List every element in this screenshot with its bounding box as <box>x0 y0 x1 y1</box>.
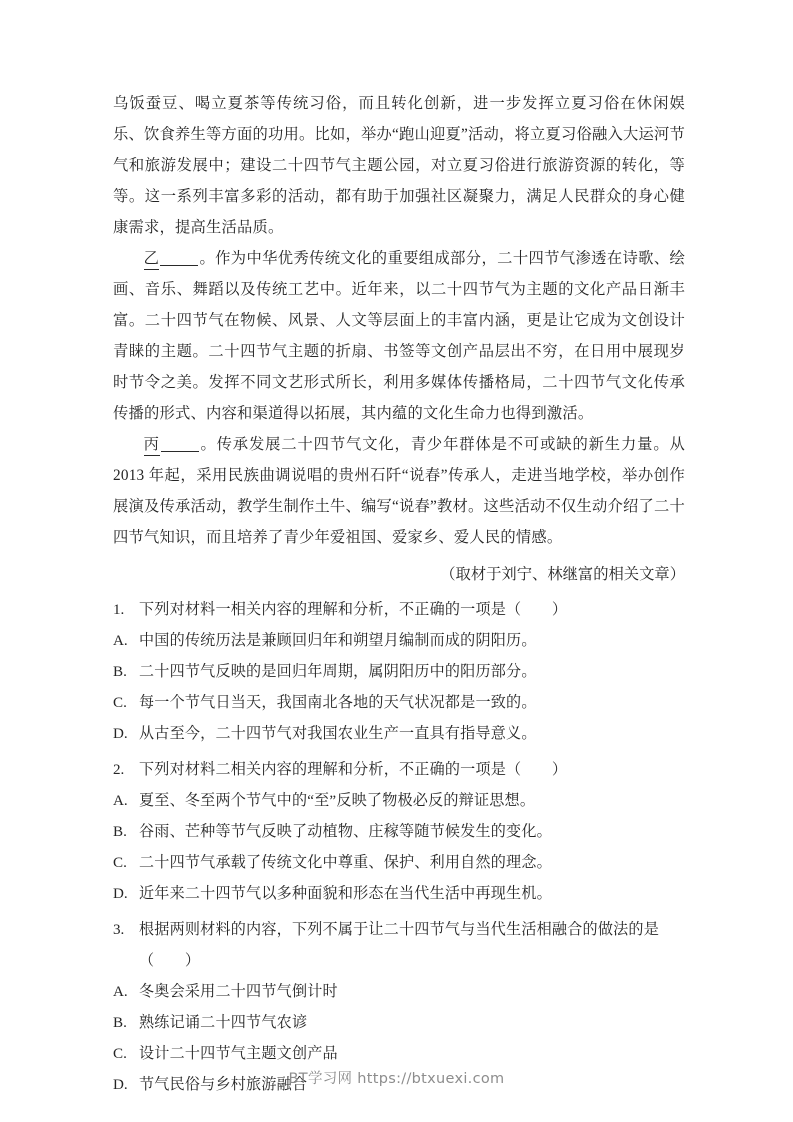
option-text: 从古至今，二十四节气对我国农业生产一直具有指导意义。 <box>139 726 537 742</box>
option-label: B. <box>113 664 127 680</box>
site-watermark: BT学习网 https://btxuexi.com <box>288 1071 505 1087</box>
question-3-option-a[interactable] <box>113 977 685 1008</box>
option-text: 节气民俗与乡村旅游融合 <box>139 1077 308 1093</box>
option-label: C. <box>113 855 127 871</box>
paragraph-bing <box>113 429 685 553</box>
paragraph-yi <box>113 243 685 429</box>
question-1-stem-text: 下列对材料一相关内容的理解和分析，不正确的一项是（ ） <box>139 602 568 618</box>
question-3-stem <box>113 915 685 977</box>
option-label: C. <box>113 1046 127 1062</box>
question-2-option-a[interactable] <box>113 786 685 817</box>
question-1-option-c[interactable] <box>113 688 685 719</box>
document-content <box>113 88 685 1101</box>
option-text: 夏至、冬至两个节气中的“至”反映了物极必反的辩证思想。 <box>139 793 536 809</box>
source-attribution: （取材于刘宁、林继富的相关文章） <box>440 566 685 583</box>
option-label: C. <box>113 695 127 711</box>
question-1-option-a[interactable] <box>113 626 685 657</box>
question-1 <box>113 595 685 750</box>
option-label: A. <box>113 633 128 649</box>
question-3-option-b[interactable] <box>113 1008 685 1039</box>
option-text: 近年来二十四节气以多种面貌和形态在当代生活中再现生机。 <box>139 886 552 902</box>
question-1-option-b[interactable] <box>113 657 685 688</box>
option-text: 熟练记诵二十四节气农谚 <box>139 1015 308 1031</box>
paragraph-marker-bing: 丙 <box>144 436 160 456</box>
fill-blank-bing[interactable] <box>161 451 199 452</box>
fill-blank-yi[interactable] <box>160 265 198 266</box>
paragraph-bing-text: 。传承发展二十四节气文化，青少年群体是不可或缺的新生力量。从 2013 年起，采用民族曲调说唱的贵州石阡“说春”传承人，走进当地学校，举办创作展演及传承活动，教学生制作土牛、编写“说春”教材。这些活动不仅生动介绍了二十四节气知识，而且培养了青少年爱祖国、爱家乡、爱人民的情感。 <box>113 436 685 546</box>
question-2-stem-text: 下列对材料二相关内容的理解和分析，不正确的一项是（ ） <box>139 762 568 778</box>
question-3-option-c[interactable] <box>113 1039 685 1070</box>
option-label: D. <box>113 1077 128 1093</box>
question-2-stem <box>113 755 685 786</box>
option-text: 设计二十四节气主题文创产品 <box>139 1046 338 1062</box>
paragraph-yi-text: 。作为中华优秀传统文化的重要组成部分，二十四节气渗透在诗歌、绘画、音乐、舞蹈以及传统工艺中。近年来，以二十四节气为主题的文化产品日渐丰富。二十四节气在物候、风景、人文等层面上的丰富内涵，更是让它成为文创设计青睐的主题。二十四节气主题的折扇、书签等文创产品层出不穷，在日用中展现岁时节令之美。发挥不同文艺形式所长，利用多媒体传播格局，二十四节气文化传承传播的形式、内容和渠道得以拓展，其内蕴的文化生命力也得到激活。 <box>113 250 685 422</box>
option-label: A. <box>113 984 128 1000</box>
option-text: 每一个节气日当天，我国南北各地的天气状况都是一致的。 <box>139 695 537 711</box>
option-text: 中国的传统历法是兼顾回归年和朔望月编制而成的阴阳历。 <box>139 633 537 649</box>
option-label: A. <box>113 793 128 809</box>
option-text: 二十四节气反映的是回归年周期，属阴阳历中的阳历部分。 <box>139 664 537 680</box>
option-label: D. <box>113 726 128 742</box>
option-label: B. <box>113 824 127 840</box>
question-1-option-d[interactable] <box>113 719 685 750</box>
option-text: 二十四节气承载了传统文化中尊重、保护、利用自然的理念。 <box>139 855 552 871</box>
option-text: 谷雨、芒种等节气反映了动植物、庄稼等随节候发生的变化。 <box>139 824 552 840</box>
paragraph-continuation: 乌饭蚕豆、喝立夏茶等传统习俗，而且转化创新，进一步发挥立夏习俗在休闲娱乐、饮食养生等方面的功用。比如，举办“跑山迎夏”活动，将立夏习俗融入大运河节气和旅游发展中；建设二十四节气主题公园，对立夏习俗进行旅游资源的转化，等等。这一系列丰富多彩的活动，都有助于加强社区凝聚力，满足人民群众的身心健康需求，提高生活品质。 <box>113 95 685 236</box>
question-3-number: 3. <box>113 922 125 938</box>
option-label: B. <box>113 1015 127 1031</box>
question-2 <box>113 755 685 910</box>
option-label: D. <box>113 886 128 902</box>
paragraph-marker-yi: 乙 <box>144 250 160 270</box>
question-2-number: 2. <box>113 762 125 778</box>
question-1-number: 1. <box>113 602 125 618</box>
question-2-option-d[interactable] <box>113 879 685 910</box>
question-2-option-b[interactable] <box>113 817 685 848</box>
question-2-option-c[interactable] <box>113 848 685 879</box>
option-text: 冬奥会采用二十四节气倒计时 <box>139 984 338 1000</box>
question-3-stem-text: 根据两则材料的内容，下列不属于让二十四节气与当代生活相融合的做法的是（ ） <box>139 922 659 969</box>
question-1-stem <box>113 595 685 626</box>
